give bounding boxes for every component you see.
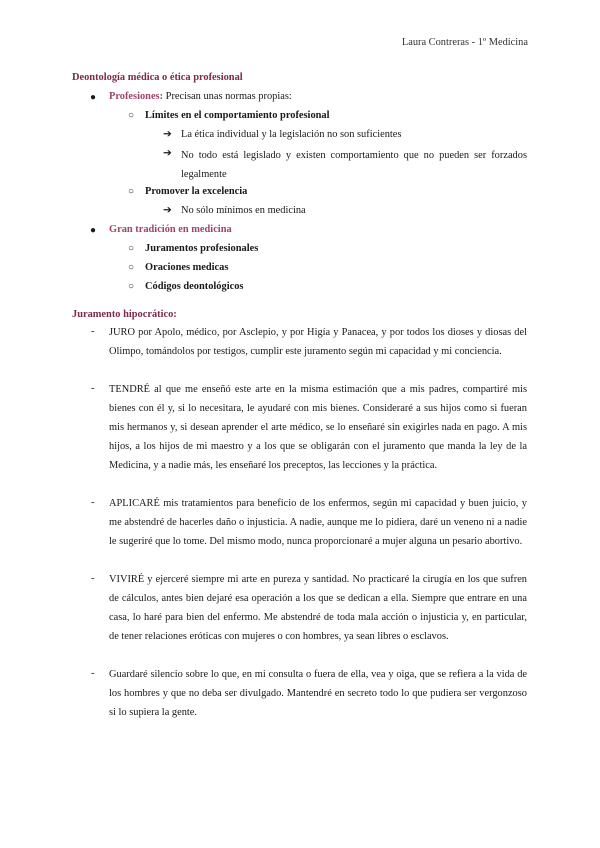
dash-icon: -	[91, 326, 95, 337]
circle-bullet-icon: ○	[128, 110, 135, 121]
circle-bullet-icon: ○	[128, 262, 135, 273]
bullet-icon: ●	[90, 92, 97, 103]
section-title-deontologia: Deontología médica o ética profesional	[72, 72, 243, 83]
section-title-juramento: Juramento hipocrático:	[72, 309, 177, 320]
bullet-icon: ●	[90, 225, 97, 236]
dash-icon: -	[91, 383, 95, 394]
limites-arrow-1: La ética individual y la legislación no son suficientes	[181, 129, 402, 140]
circle-bullet-icon: ○	[128, 186, 135, 197]
profesiones-label: Profesiones:	[109, 91, 164, 102]
arrow-icon: ➔	[163, 148, 172, 159]
tradicion-sub-3: Códigos deontológicos	[145, 281, 244, 292]
juramento-paragraph-4: VIVIRÉ y ejerceré siempre mi arte en pureza y santidad. No practicaré la cirugía en los que sufren de cálculos, antes bien dejaré esa operación a los que se dedican a ella. Siempre que entrare en una casa, lo haré para bien del enfermo. Me abstendré de toda mala acción o injusticia y, en particular, de tener relaciones eróticas con mujeres o con hombres, ya sean libres o esclavos.	[109, 574, 527, 643]
dash-icon: -	[91, 573, 95, 584]
excelencia-arrow-1: No sólo mínimos en medicina	[181, 205, 306, 216]
juramento-paragraph-5: Guardaré silencio sobre lo que, en mi consulta o fuera de ella, vea y oiga, que se refiera a la vida de los hombres y que no deba ser divulgado. Mantendré en secreto todo lo que pudiera ser vergonzoso si lo supiera la gente.	[109, 669, 527, 719]
tradicion-item: Gran tradición en medicina	[109, 224, 232, 235]
arrow-icon: ➔	[163, 129, 172, 140]
dash-icon: -	[91, 668, 95, 679]
limites-arrow-2: No todo está legislado y existen comportamiento que no pueden ser forzados legalmente	[181, 150, 527, 180]
juramento-paragraph-2: TENDRÉ al que me enseñó este arte en la misma estimación que a mis padres, compartiré mis bienes con él y, si lo necesitara, le ayudaré con mis bienes. Consideraré a sus hijos como si fueran mis hermanos y, si desean aprender el arte médico, se lo enseñaré sin exigirles nada en pago. A mis hijos, a los hijos de mi maestro y a los que se obligarán con el juramento que manda la ley de la Medicina, y a nadie más, les enseñaré los preceptos, las lecciones y la práctica.	[109, 384, 527, 472]
circle-bullet-icon: ○	[128, 281, 135, 292]
profesiones-item	[109, 90, 292, 103]
profesiones-text: Precisan unas normas propias:	[163, 91, 292, 102]
arrow-icon: ➔	[163, 205, 172, 216]
juramento-paragraph-3: APLICARÉ mis tratamientos para beneficio de los enfermos, según mi capacidad y buen juicio, y me abstendré de hacerles daño o injusticia. A nadie, aunque me lo pidiera, daré un veneno ni a nadie le sugeriré que lo tome. Del mismo modo, nunca proporcionaré a mujer alguna un pesario abortivo.	[109, 498, 527, 548]
tradicion-sub-1: Juramentos profesionales	[145, 243, 259, 254]
tradicion-sub-2: Oraciones medicas	[145, 262, 229, 273]
excelencia-item: Promover la excelencia	[145, 186, 248, 197]
limites-item: Límites en el comportamiento profesional	[145, 110, 330, 121]
page-header: Laura Contreras - 1º Medicina	[401, 37, 528, 48]
circle-bullet-icon: ○	[128, 243, 135, 254]
dash-icon: -	[91, 497, 95, 508]
juramento-paragraph-1: JURO por Apolo, médico, por Asclepio, y por Higía y Panacea, y por todos los dioses y diosas del Olimpo, tomándolos por testigos, cumplir este juramento según mi capacidad y mi conciencia.	[109, 327, 527, 358]
